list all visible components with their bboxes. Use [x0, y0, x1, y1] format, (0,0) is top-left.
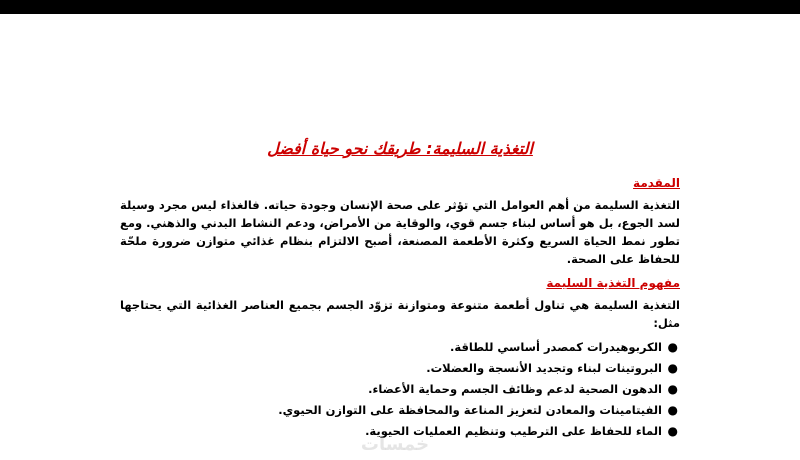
document-page [120, 138, 680, 443]
nutrients-list [120, 338, 680, 441]
bullet-icon: ● [667, 424, 678, 438]
list-item-text: البروتينات لبناء وتجديد الأنسجة والعضلات. [426, 361, 662, 375]
section-heading-introduction: المقدمة [633, 176, 680, 190]
list-item [120, 380, 678, 399]
list-item-text: الدهون الصحية لدعم وظائف الجسم وحماية الأعضاء. [368, 382, 662, 396]
bullet-icon: ● [667, 340, 678, 354]
list-item-text: الماء للحفاظ على الترطيب وتنظيم العمليات الحيوية. [365, 424, 662, 438]
document-title: التغذية السليمة: طريقك نحو حياة أفضل [267, 139, 533, 158]
list-item-text: الفيتامينات والمعادن لتعزيز المناعة والمحافظة على التوازن الحيوي. [278, 403, 662, 417]
bullet-icon: ● [667, 403, 678, 417]
top-black-bar [0, 0, 800, 14]
bullet-icon: ● [667, 361, 678, 375]
list-item [120, 359, 678, 378]
introduction-paragraph: التغذية السليمة من أهم العوامل التي تؤثر على صحة الإنسان وجودة حياته. فالغذاء ليس مجرد وسيلة لسد الجوع، بل هو أساس لبناء جسم قوي، والوقاية من الأمراض، ودعم النشاط البدني والذهني. ومع تطور نمط الحياة السريع وكثرة الأطعمة المصنعة، أصبح الالتزام بنظام غذائي متوازن ضرورة ملحّة للحفاظ على الصحة. [120, 198, 680, 266]
concept-paragraph: التغذية السليمة هي تناول أطعمة متنوعة ومتوازنة تزوّد الجسم بجميع العناصر الغذائية التي يحتاجها مثل: [120, 298, 680, 330]
bullet-icon: ● [667, 382, 678, 396]
watermark-logo: خمسات [360, 434, 430, 455]
list-item [120, 401, 678, 420]
section-heading-concept: مفهوم التغذية السليمة [546, 276, 680, 290]
list-item [120, 338, 678, 357]
list-item-text: الكربوهيدرات كمصدر أساسي للطاقة. [450, 340, 662, 354]
